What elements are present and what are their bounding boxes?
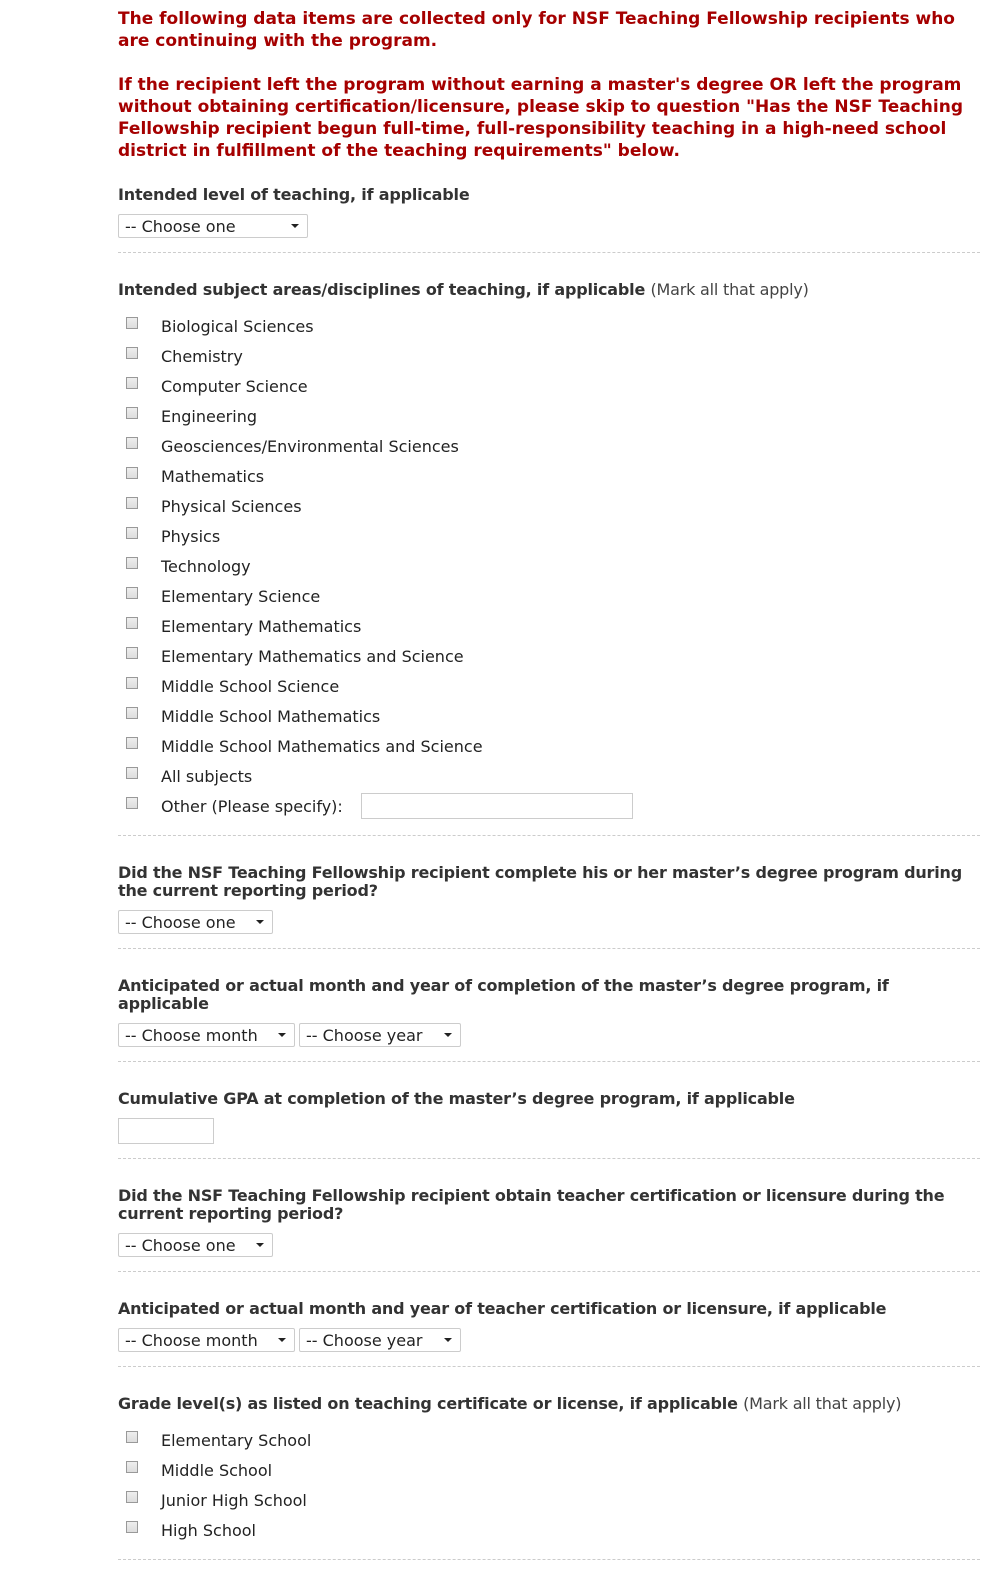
gpa-input[interactable]	[118, 1118, 214, 1144]
option-label: Elementary Science	[161, 586, 321, 606]
section-gpa	[118, 1062, 980, 1159]
checkbox[interactable]	[126, 557, 138, 569]
checkbox[interactable]	[126, 317, 138, 329]
option-label: Middle School Mathematics	[161, 706, 381, 726]
option-label: Engineering	[161, 406, 257, 426]
option-label: Junior High School	[161, 1490, 307, 1510]
option-label: Technology	[161, 556, 251, 576]
other-specify-input[interactable]	[361, 793, 633, 819]
option-label: Geosciences/Environmental Sciences	[161, 436, 459, 456]
grade-checkbox-list	[118, 1425, 980, 1545]
option-label: Physics	[161, 526, 221, 546]
section-subject-areas	[118, 253, 980, 836]
checkbox[interactable]	[126, 467, 138, 479]
checkbox[interactable]	[126, 1491, 138, 1503]
checkbox-option	[118, 461, 980, 491]
section-certification-date	[118, 1272, 980, 1367]
checkbox-option	[118, 611, 980, 641]
question-label: Intended level of teaching, if applicable	[118, 185, 470, 204]
teaching-level-select[interactable]	[118, 214, 308, 238]
select-value: -- Choose year	[306, 1025, 423, 1045]
select-value: -- Choose month	[125, 1330, 258, 1350]
dropdown-arrow-icon	[256, 920, 264, 924]
checkbox[interactable]	[126, 707, 138, 719]
checkbox[interactable]	[126, 1431, 138, 1443]
question-label	[118, 1395, 980, 1413]
checkbox-option	[118, 551, 980, 581]
checkbox-option	[118, 371, 980, 401]
checkbox-option	[118, 1485, 980, 1515]
option-label: Biological Sciences	[161, 316, 314, 336]
certification-obtained-select[interactable]	[118, 1233, 273, 1257]
checkbox-option	[118, 401, 980, 431]
certification-month-select[interactable]	[118, 1328, 295, 1352]
checkbox-option	[118, 581, 980, 611]
option-label: Chemistry	[161, 346, 243, 366]
section-teaching-level	[118, 186, 980, 253]
checkbox[interactable]	[126, 497, 138, 509]
subject-checkbox-list	[118, 311, 980, 791]
checkbox-option	[118, 761, 980, 791]
masters-month-select[interactable]	[118, 1023, 295, 1047]
checkbox-option	[118, 701, 980, 731]
question-text: Intended subject areas/disciplines of teaching, if applicable	[118, 280, 646, 299]
option-label: Physical Sciences	[161, 496, 302, 516]
section-certification-obtained	[118, 1159, 980, 1272]
select-value: -- Choose one	[125, 216, 236, 236]
option-label: Middle School Science	[161, 676, 340, 696]
masters-completed-select[interactable]	[118, 910, 273, 934]
question-label: Did the NSF Teaching Fellowship recipient complete his or her master’s degree program during the current reporting period?	[118, 863, 962, 900]
checkbox-option	[118, 431, 980, 461]
question-label: Did the NSF Teaching Fellowship recipient obtain teacher certification or licensure during the current reporting period?	[118, 1186, 945, 1223]
dropdown-arrow-icon	[291, 224, 299, 228]
checkbox-other[interactable]	[126, 797, 138, 809]
section-grade-levels	[118, 1367, 980, 1560]
question-label: Anticipated or actual month and year of completion of the master’s degree program, if applicable	[118, 976, 889, 1013]
certification-year-select[interactable]	[299, 1328, 461, 1352]
checkbox[interactable]	[126, 377, 138, 389]
checkbox[interactable]	[126, 767, 138, 779]
checkbox[interactable]	[126, 437, 138, 449]
option-label: Elementary Mathematics	[161, 616, 362, 636]
checkbox-option	[118, 491, 980, 521]
checkbox[interactable]	[126, 347, 138, 359]
checkbox[interactable]	[126, 737, 138, 749]
checkbox[interactable]	[126, 407, 138, 419]
dropdown-arrow-icon	[256, 1243, 264, 1247]
checkbox-option	[118, 671, 980, 701]
checkbox-option	[118, 641, 980, 671]
checkbox[interactable]	[126, 1521, 138, 1533]
checkbox-option	[118, 1515, 980, 1545]
dropdown-arrow-icon	[278, 1338, 286, 1342]
question-label: Cumulative GPA at completion of the master’s degree program, if applicable	[118, 1089, 795, 1108]
fellowship-form	[118, 0, 980, 1560]
question-label	[118, 281, 980, 299]
section-masters-completion-date	[118, 949, 980, 1062]
checkbox[interactable]	[126, 617, 138, 629]
checkbox[interactable]	[126, 527, 138, 539]
question-label: Anticipated or actual month and year of teacher certification or licensure, if applicable	[118, 1299, 887, 1318]
option-label: Other (Please specify):	[161, 796, 343, 816]
checkbox[interactable]	[126, 647, 138, 659]
question-text: Grade level(s) as listed on teaching certificate or license, if applicable	[118, 1394, 738, 1413]
checkbox[interactable]	[126, 677, 138, 689]
question-hint: (Mark all that apply)	[743, 1394, 902, 1413]
checkbox[interactable]	[126, 587, 138, 599]
dropdown-arrow-icon	[444, 1033, 452, 1037]
checkbox-option	[118, 341, 980, 371]
select-value: -- Choose one	[125, 1235, 236, 1255]
section-masters-completed	[118, 836, 980, 949]
option-label: Elementary School	[161, 1430, 312, 1450]
subject-option-other	[118, 791, 980, 821]
notice-skip: If the recipient left the program without earning a master's degree OR left the program without obtaining certification/licensure, please skip to question "Has the NSF Teaching Fellowship recipient begun full-time, full-responsibility teaching in a high-need school district in fulfillment of the teaching requirements" below.	[118, 75, 963, 161]
option-label: Elementary Mathematics and Science	[161, 646, 464, 666]
select-value: -- Choose month	[125, 1025, 258, 1045]
notice-continuing: The following data items are collected only for NSF Teaching Fellowship recipients who are continuing with the program.	[118, 9, 955, 51]
select-value: -- Choose year	[306, 1330, 423, 1350]
checkbox-option	[118, 521, 980, 551]
checkbox-option	[118, 731, 980, 761]
option-label: High School	[161, 1520, 256, 1540]
option-label: Middle School	[161, 1460, 273, 1480]
checkbox-option	[118, 311, 980, 341]
checkbox-option	[118, 1425, 980, 1455]
option-label: Middle School Mathematics and Science	[161, 736, 483, 756]
checkbox[interactable]	[126, 1461, 138, 1473]
option-label: All subjects	[161, 766, 253, 786]
checkbox-option	[118, 1455, 980, 1485]
dropdown-arrow-icon	[278, 1033, 286, 1037]
masters-year-select[interactable]	[299, 1023, 461, 1047]
dropdown-arrow-icon	[444, 1338, 452, 1342]
option-label: Mathematics	[161, 466, 265, 486]
select-value: -- Choose one	[125, 912, 236, 932]
question-hint: (Mark all that apply)	[650, 280, 809, 299]
option-label: Computer Science	[161, 376, 308, 396]
